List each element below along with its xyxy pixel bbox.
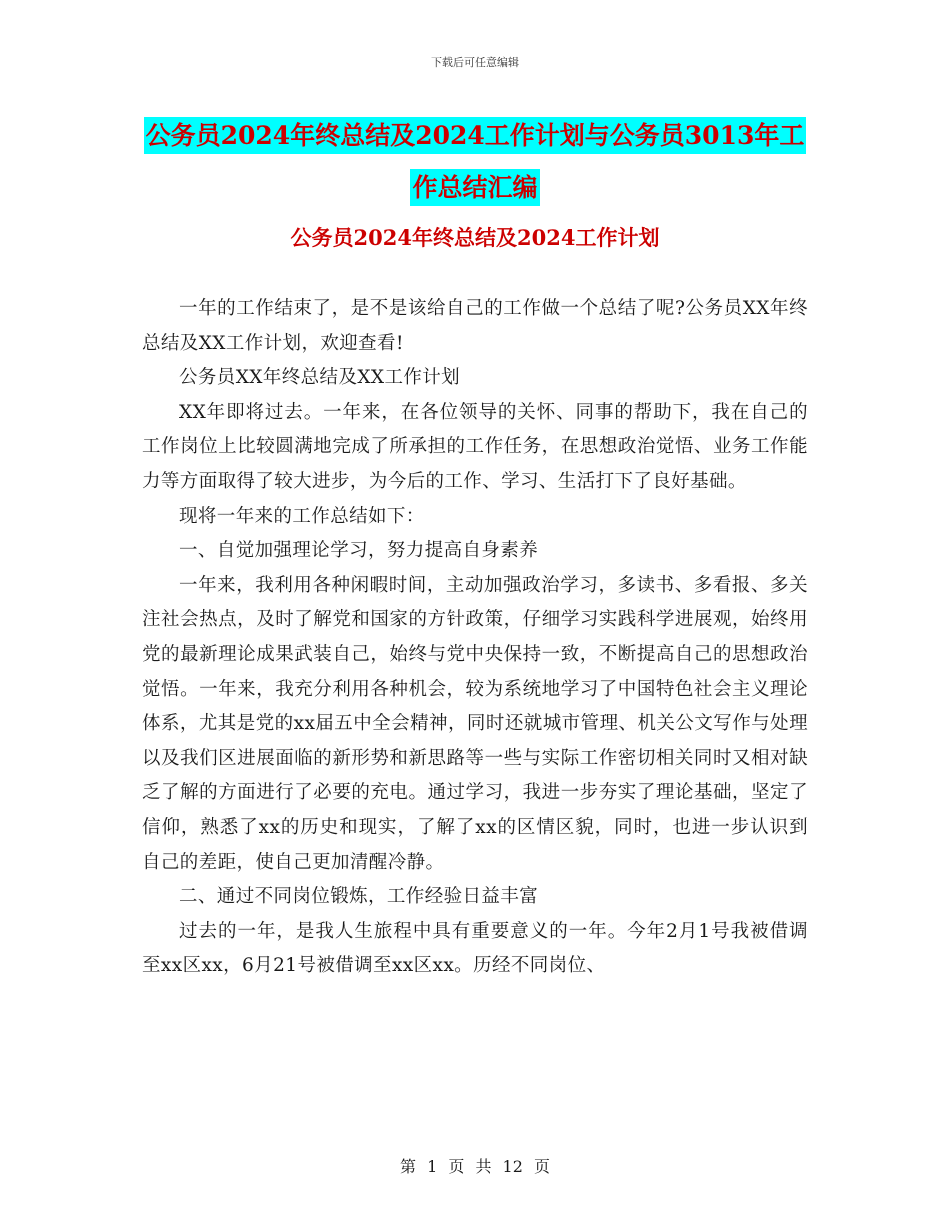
paragraph-heading: 二、通过不同岗位锻炼，工作经验日益丰富 [179, 886, 539, 908]
paragraph: 一年来，我利用各种闲暇时间，主动加强政治学习，多读书、多看报、多关注社会热点，及时了解党和国家的方针政策，仔细学习实践科学进展观，始终用党的最新理论成果武装自己，始终与党中央保持一致，不断提高自己的思想政治觉悟。一年来，我充分利用各种机会，较为系统地学习了中国特色社会主义理论体系，尤其是党的xx届五中全会精神，同时还就城市管理、机关公文写作与处理以及我们区进展面临的新形势和新思路等一些与实际工作密切相关同时又相对缺乏了解的方面进行了必要的充电。通过学习，我进一步夯实了理论基础，坚定了信仰，熟悉了xx的历史和现实，了解了xx的区情区貌，同时，也进一步认识到自己的差距，使自己更加清醒冷静。 [142, 574, 808, 873]
paragraph: 公务员XX年终总结及XX工作计划 [179, 367, 461, 389]
header-note: 下载后可任意编辑 [431, 56, 519, 69]
paragraph-heading: 一、自觉加强理论学习，努力提高自身素养 [179, 540, 539, 562]
document-title-text: 公务员2024年终总结及2024工作计划与公务员3013年工作总结汇编 [144, 117, 807, 206]
paragraph: 过去的一年，是我人生旅程中具有重要意义的一年。今年2月1号我被借调至xx区xx，6月21号被借调至xx区xx。历经不同岗位、 [142, 920, 808, 977]
paragraph: 一年的工作结束了，是不是该给自己的工作做一个总结了呢?公务员XX年终总结及XX工作计划，欢迎查看! [142, 298, 808, 354]
paragraph: 现将一年来的工作总结如下： [179, 505, 425, 527]
document-title [142, 110, 808, 214]
section-title: 公务员2024年终总结及2024工作计划 [290, 225, 660, 250]
body-text [142, 292, 808, 984]
paragraph: XX年即将过去。一年来，在各位领导的关怀、同事的帮助下，我在自己的工作岗位上比较圆满地完成了所承担的工作任务，在思想政治觉悟、业务工作能力等方面取得了较大进步，为今后的工作、学习、生活打下了良好基础。 [142, 401, 808, 492]
page-footer: 第 1 页 共 12 页 [400, 1157, 550, 1176]
